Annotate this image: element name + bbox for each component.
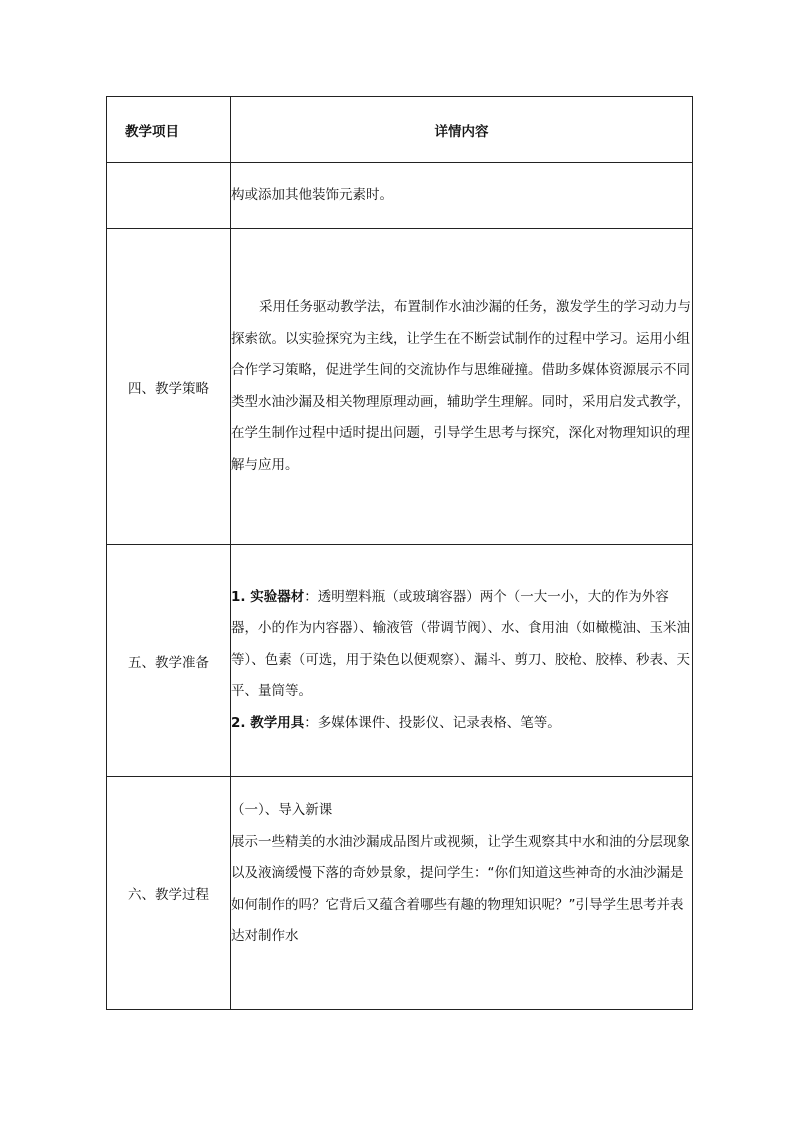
item-1-title: 1. 实验器材 xyxy=(231,588,305,605)
process-paragraph: 展示一些精美的水油沙漏成品图片或视频，让学生观察其中水和油的分层现象以及液滴缓慢下落的奇妙景象，提问学生：“你们知道这些神奇的水油沙漏是如何制作的吗？它背后又蕴含着哪些有趣的物理知识呢？”引导学生思考并表达对制作水 xyxy=(231,833,690,944)
process-subhead: （一）、导入新课 xyxy=(231,802,333,818)
row-label-process: 六、教学过程 xyxy=(107,777,231,1010)
row-content xyxy=(231,163,693,229)
item-2-text: ：多媒体课件、投影仪、记录表格、笔等。 xyxy=(304,714,561,731)
table-row xyxy=(107,163,693,229)
row-content-preparation xyxy=(231,545,693,777)
table-row xyxy=(107,229,693,545)
row-content-strategy xyxy=(231,229,693,545)
table-row xyxy=(107,777,693,1010)
row-content-process xyxy=(231,777,693,1010)
header-detail-content: 详情内容 xyxy=(231,97,693,163)
preparation-item-1 xyxy=(231,582,692,708)
row-label-preparation: 五、教学准备 xyxy=(107,545,231,777)
lesson-plan-table xyxy=(106,96,693,1010)
row-label xyxy=(107,163,231,229)
strategy-paragraph: 采用任务驱动教学法，布置制作水油沙漏的任务，激发学生的学习动力与探索欲。以实验探究为主线，让学生在不断尝试制作的过程中学习。运用小组合作学习策略，促进学生间的交流协作与思维碰撞。借助多媒体资源展示不同类型水油沙漏及相关物理原理动画，辅助学生理解。同时，采用启发式教学，在学生制作过程中适时提出问题，引导学生思考与探究，深化对物理知识的理解与应用。 xyxy=(231,299,691,473)
preparation-item-2 xyxy=(231,708,692,740)
table-row xyxy=(107,545,693,777)
item-1-text: ：透明塑料瓶（或玻璃容器）两个（一大一小，大的作为外容器，小的作为内容器）、输液管（带调节阀）、水、食用油（如橄榄油、玉米油等）、色素（可选，用于染色以便观察）、漏斗、剪刀、胶枪、胶棒、秒表、天平、量筒等。 xyxy=(231,588,690,700)
table-header-row xyxy=(107,97,693,163)
row-label-strategy: 四、教学策略 xyxy=(107,229,231,545)
continued-text: 构或添加其他装饰元素时。 xyxy=(231,186,393,203)
item-2-title: 2. 教学用具 xyxy=(231,714,305,731)
header-teaching-item: 教学项目 xyxy=(107,97,231,163)
